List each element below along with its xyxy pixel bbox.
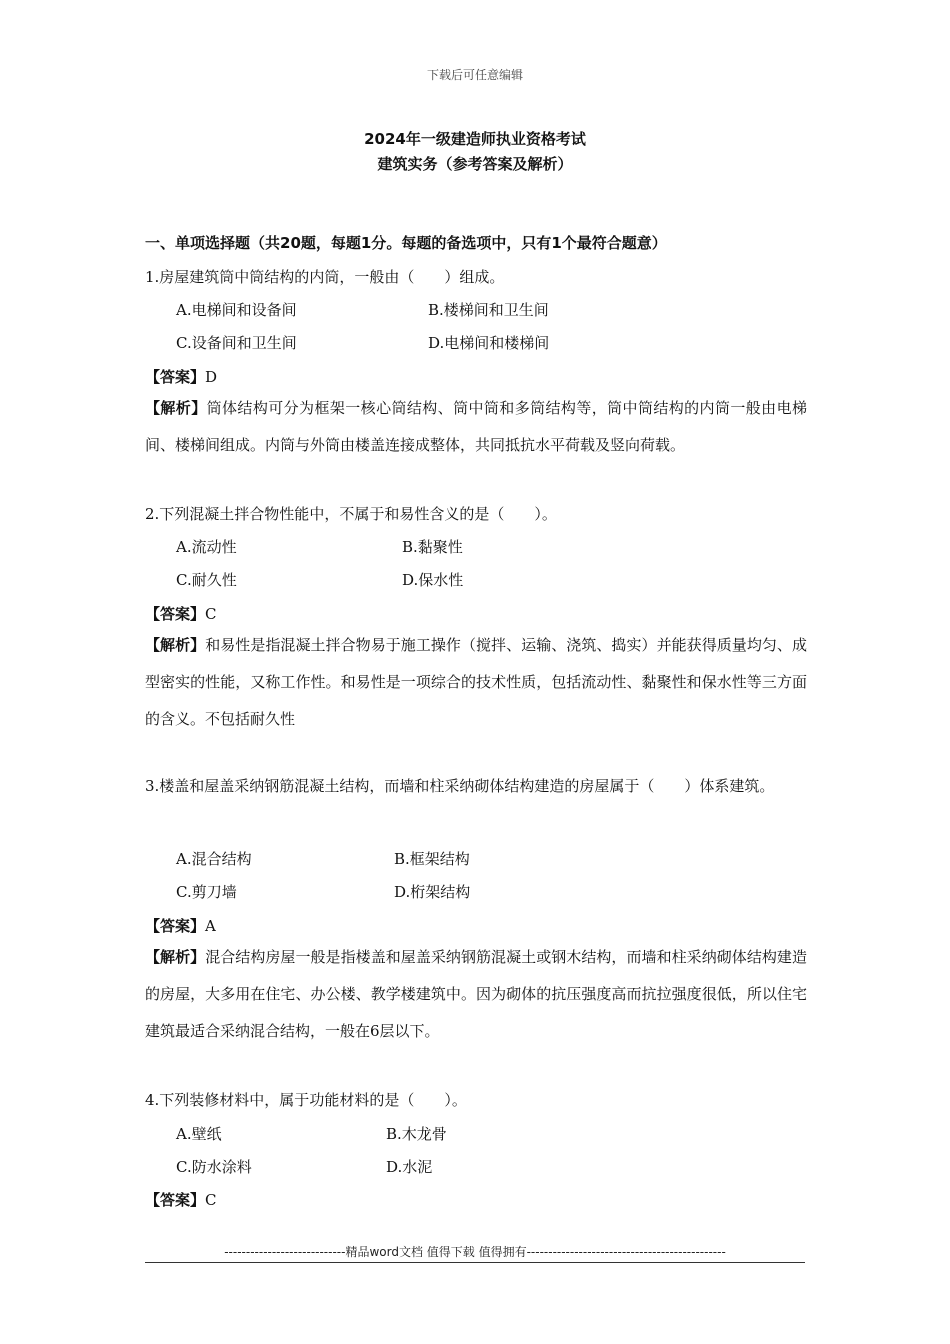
question-3-option-c: C.剪刀墙 bbox=[176, 883, 237, 901]
question-2-answer bbox=[145, 603, 217, 624]
page-footer-text: ----------------------------精品word文档 值得下载 值得拥有---------------------------------------------- bbox=[224, 1245, 726, 1259]
answer-value: C bbox=[205, 1191, 217, 1209]
question-4-answer bbox=[145, 1189, 217, 1210]
question-3-analysis bbox=[145, 939, 807, 1050]
question-1-stem: 1.房屋建筑筒中筒结构的内筒，一般由（ ）组成。 bbox=[145, 268, 505, 286]
question-3-option-d: D.桁架结构 bbox=[394, 883, 471, 901]
question-3-option-a: A.混合结构 bbox=[176, 850, 252, 868]
question-4-option-c: C.防水涂料 bbox=[176, 1158, 252, 1176]
question-2-option-b: B.黏聚性 bbox=[402, 538, 463, 556]
question-2-option-d: D.保水性 bbox=[402, 571, 464, 589]
question-1-option-c: C.设备间和卫生间 bbox=[176, 334, 297, 352]
answer-tag: 【答案】 bbox=[145, 1191, 206, 1209]
question-3-answer bbox=[145, 915, 216, 936]
analysis-tag: 【解析】 bbox=[145, 636, 206, 654]
question-2-stem: 2.下列混凝土拌合物性能中，不属于和易性含义的是（ ）。 bbox=[145, 505, 557, 523]
question-1-answer bbox=[145, 366, 217, 387]
answer-tag: 【答案】 bbox=[145, 605, 206, 623]
question-4-option-d: D.水泥 bbox=[386, 1158, 433, 1176]
answer-tag: 【答案】 bbox=[145, 917, 206, 935]
answer-value: C bbox=[205, 605, 217, 623]
question-2-analysis bbox=[145, 627, 807, 738]
question-2-option-a: A.流动性 bbox=[176, 538, 237, 556]
answer-value: A bbox=[205, 917, 216, 935]
question-1-option-a: A.电梯间和设备间 bbox=[176, 301, 297, 319]
question-1-option-b: B.楼梯间和卫生间 bbox=[428, 301, 549, 319]
question-3-option-b: B.框架结构 bbox=[394, 850, 470, 868]
question-4-stem: 4.下列装修材料中，属于功能材料的是（ ）。 bbox=[145, 1091, 467, 1109]
analysis-text: 筒体结构可分为框架一核心筒结构、筒中筒和多筒结构等，筒中筒结构的内筒一般由电梯间、楼梯间组成。内筒与外筒由楼盖连接成整体，共同抵抗水平荷载及竖向荷载。 bbox=[145, 399, 807, 454]
analysis-tag: 【解析】 bbox=[145, 399, 207, 417]
footer-divider bbox=[145, 1262, 805, 1263]
page-header-note: 下载后可任意编辑 bbox=[426, 68, 523, 82]
question-2-option-c: C.耐久性 bbox=[176, 571, 237, 589]
question-3-stem: 3.楼盖和屋盖采纳钢筋混凝土结构，而墙和柱采纳砌体结构建造的房屋属于（ ）体系建筑。 bbox=[145, 777, 775, 795]
analysis-text: 混合结构房屋一般是指楼盖和屋盖采纳钢筋混凝土或钢木结构，而墙和柱采纳砌体结构建造的房屋，大多用在住宅、办公楼、教学楼建筑中。因为砌体的抗压强度高而抗拉强度很低，所以住宅建筑最适合采纳混合结构，一般在6层以下。 bbox=[145, 948, 807, 1040]
analysis-text: 和易性是指混凝土拌合物易于施工操作（搅拌、运输、浇筑、捣实）并能获得质量均匀、成型密实的性能，又称工作性。和易性是一项综合的技术性质，包括流动性、黏聚性和保水性等三方面的含义。不包括耐久性 bbox=[145, 636, 807, 728]
answer-value: D bbox=[205, 368, 218, 386]
analysis-tag: 【解析】 bbox=[145, 948, 206, 966]
answer-tag: 【答案】 bbox=[145, 368, 206, 386]
document-subtitle: 建筑实务（参考答案及解析） bbox=[377, 155, 573, 173]
question-4-option-b: B.木龙骨 bbox=[386, 1125, 447, 1143]
question-4-option-a: A.壁纸 bbox=[176, 1125, 222, 1143]
question-1-analysis bbox=[145, 390, 807, 464]
document-title: 2024年一级建造师执业资格考试 bbox=[364, 130, 586, 148]
question-1-option-d: D.电梯间和楼梯间 bbox=[428, 334, 550, 352]
section-heading: 一、单项选择题（共20题，每题1分。每题的备选项中，只有1个最符合题意） bbox=[145, 234, 667, 252]
